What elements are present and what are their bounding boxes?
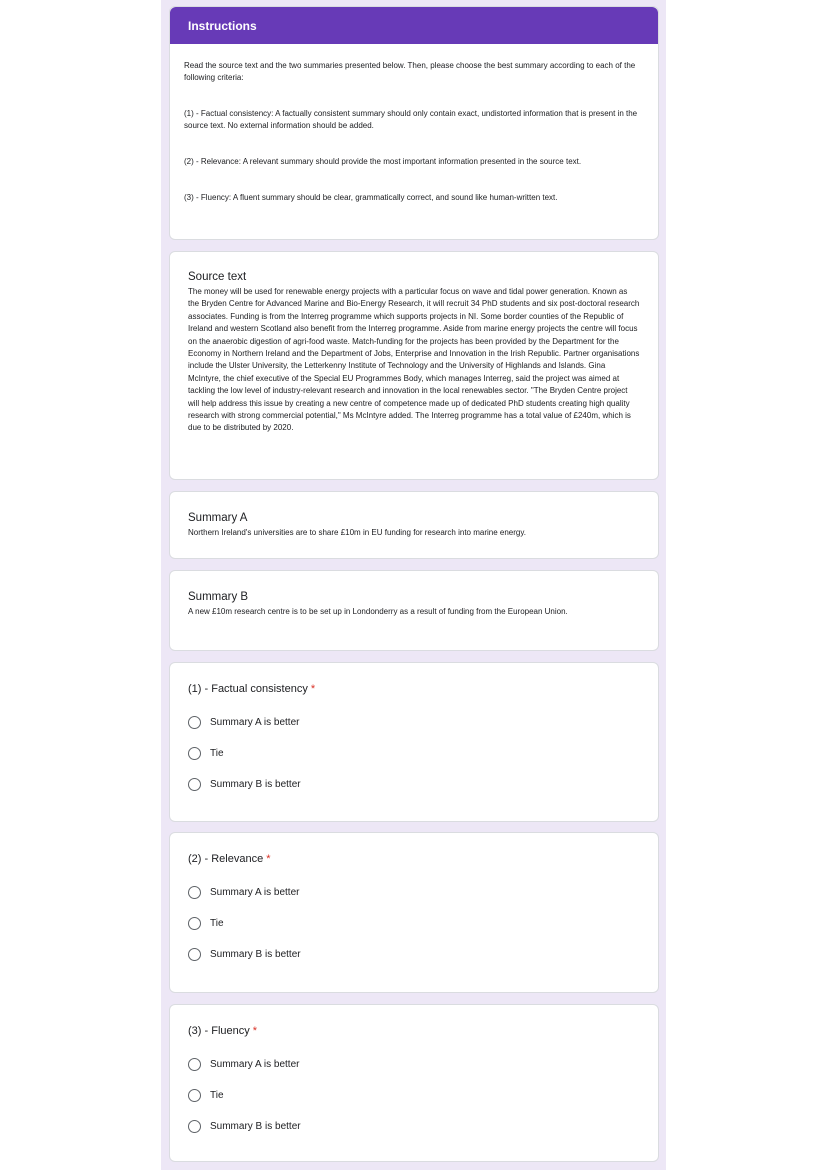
option-label: Summary B is better — [210, 1121, 301, 1132]
instructions-title: Instructions — [188, 18, 257, 33]
required-asterisk: * — [310, 683, 316, 695]
summary-b-title: Summary B — [188, 591, 249, 603]
option-label: Tie — [210, 748, 224, 759]
radio-button[interactable] — [188, 747, 201, 760]
option-summary-b-better[interactable] — [188, 1118, 640, 1135]
criterion-fluency: (3) - Fluency: A fluent summary should be clear, grammatically correct, and sound like human-written text. — [184, 193, 558, 202]
required-asterisk: * — [266, 853, 271, 865]
question-title — [188, 683, 640, 695]
radio-button[interactable] — [188, 778, 201, 791]
radio-button[interactable] — [188, 1089, 201, 1102]
source-text-title: Source text — [188, 271, 247, 283]
source-text-body: The money will be used for renewable energy projects with a particular focus on wave and tidal power generation. Known as the Bryden Centre for Advanced Marine and Bio-Energy Research, it will recruit 34 PhD students and six post-doctoral research associates. Funding is from the Interreg programme which supports projects in NI. Some border counties of the Republic of Ireland and western Scotland also benefit from the Interreg programme. Aside from marine energy projects the centre will focus on the anaerobic digestion of agri-food waste. Match-funding for the projects has been provided by the Department for the Economy in Northern Ireland and the Department of Jobs, Enterprise and Innovation in the Irish Republic. Partner organisations include the Ulster University, the Letterkenny Institute of Technology and the University of Highlands and Islands. Gina McIntyre, the chief executive of the Special EU Programmes Body, which manages Interreg, said the project was aimed at tackling the low level of industry-relevant research and innovation in the local renewables sector. "The Bryden Centre project will help address this issue by creating a new centre of competence made up of dedicated PhD students creating high quality research with strong commercial potential," Ms McIntyre added. The Interreg programme has a total value of £240m, which is due to be distributed by 2020. — [188, 287, 640, 433]
option-label: Summary B is better — [210, 949, 301, 960]
option-summary-b-better[interactable] — [188, 946, 640, 963]
option-tie[interactable] — [188, 745, 640, 762]
radio-button[interactable] — [188, 948, 201, 961]
summary-a-text: Northern Ireland's universities are to share £10m in EU funding for research into marine energy. — [188, 528, 526, 537]
option-label: Summary A is better — [210, 717, 300, 728]
option-summary-b-better[interactable] — [188, 776, 640, 793]
radio-button[interactable] — [188, 917, 201, 930]
question-title-text: (1) - Factual consistency — [188, 683, 308, 695]
option-summary-a-better[interactable] — [188, 884, 640, 901]
question-title — [188, 853, 640, 865]
question-factual-consistency — [169, 662, 659, 822]
instructions-card — [169, 6, 659, 240]
instructions-header — [170, 7, 658, 44]
criterion-factual: (1) - Factual consistency: A factually consistent summary should only contain exact, undistorted information that is present in the source text. No external information should be added. — [184, 109, 638, 130]
summary-a-card — [169, 491, 659, 559]
question-title-text: (3) - Fluency — [188, 1025, 250, 1037]
question-title — [188, 1025, 640, 1037]
option-summary-a-better[interactable] — [188, 714, 640, 731]
question-fluency — [169, 1004, 659, 1162]
radio-button[interactable] — [188, 1058, 201, 1071]
criterion-relevance: (2) - Relevance: A relevant summary should provide the most important information presented in the source text. — [184, 157, 582, 166]
option-label: Summary B is better — [210, 779, 301, 790]
summary-b-card — [169, 570, 659, 651]
question-relevance — [169, 832, 659, 993]
summary-a-title: Summary A — [188, 512, 248, 524]
instructions-intro: Read the source text and the two summaries presented below. Then, please choose the best summary according to each of the following criteria: — [184, 61, 636, 82]
option-tie[interactable] — [188, 915, 640, 932]
summary-b-text: A new £10m research centre is to be set up in Londonderry as a result of funding from the European Union. — [188, 607, 568, 616]
required-asterisk: * — [252, 1025, 258, 1037]
option-label: Tie — [210, 1090, 224, 1101]
radio-button[interactable] — [188, 716, 201, 729]
option-label: Summary A is better — [210, 1059, 300, 1070]
option-label: Summary A is better — [210, 887, 300, 898]
source-text-card — [169, 251, 659, 480]
option-tie[interactable] — [188, 1087, 640, 1104]
question-title-text: (2) - Relevance — [188, 853, 264, 865]
option-label: Tie — [210, 918, 224, 929]
radio-button[interactable] — [188, 886, 201, 899]
option-summary-a-better[interactable] — [188, 1056, 640, 1073]
radio-button[interactable] — [188, 1120, 201, 1133]
